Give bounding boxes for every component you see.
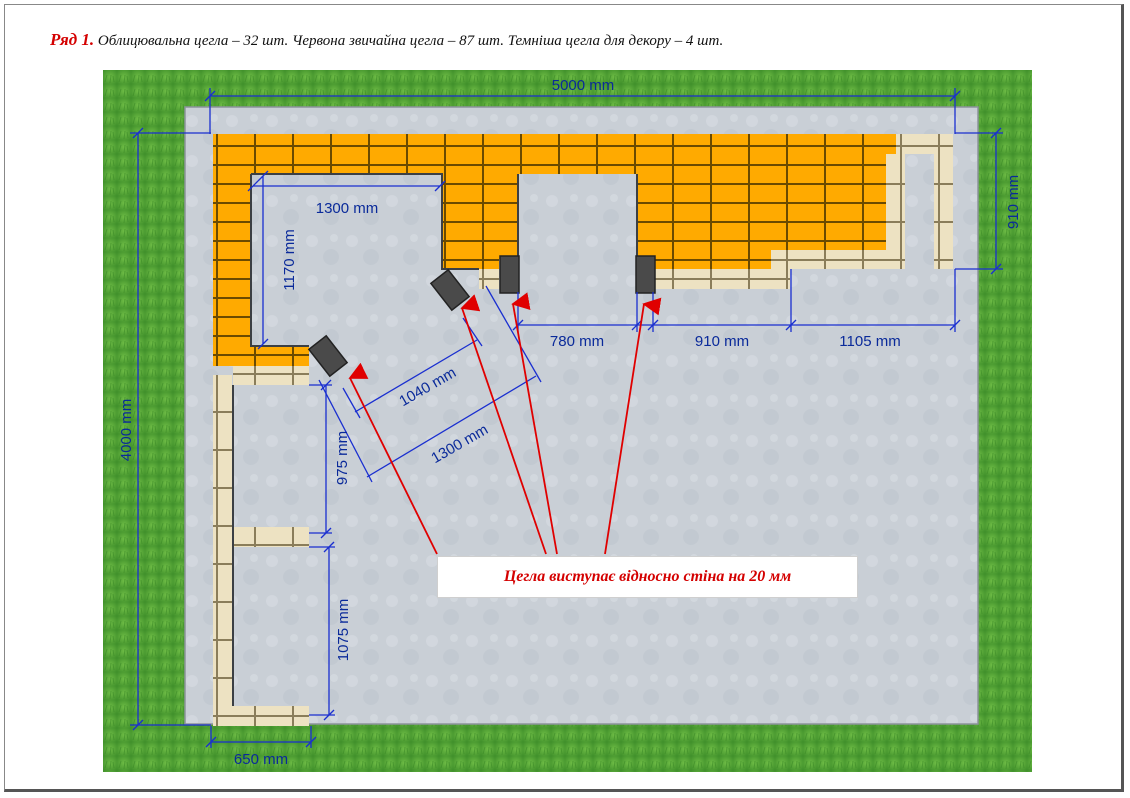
row-header — [50, 30, 723, 50]
floor-plan-svg — [103, 70, 1032, 772]
dim-diag-1040: 1040 mm — [396, 364, 460, 411]
dim-side-975: 975 mm — [334, 430, 351, 486]
dark-brick-3 — [500, 256, 519, 293]
dim-width-total: 5000 mm — [551, 77, 615, 94]
dim-inner-width: 1300 mm — [315, 200, 379, 217]
dim-right-wing: 910 mm — [1005, 174, 1022, 230]
dim-inner-height: 1170 mm — [281, 229, 298, 291]
dark-brick-4 — [636, 256, 655, 293]
dim-gap-780: 780 mm — [549, 333, 605, 350]
dim-bottom-650: 650 mm — [233, 751, 289, 768]
dim-height-total: 4000 mm — [118, 398, 135, 462]
floor-plan — [103, 70, 1032, 772]
dim-diag-1300: 1300 mm — [428, 421, 492, 468]
dim-seg-1105: 1105 mm — [839, 333, 901, 350]
row-label: Ряд 1. — [50, 30, 95, 49]
callout-box: Цегла виступає відносно стіна на 20 мм — [437, 556, 858, 598]
dim-seg-910: 910 mm — [694, 333, 750, 350]
dim-side-1075: 1075 mm — [335, 598, 352, 662]
row-description: Облицювальна цегла – 32 шт. Червона звичайна цегла – 87 шт. Темніша цегла для декору – 4 шт. — [97, 33, 724, 49]
